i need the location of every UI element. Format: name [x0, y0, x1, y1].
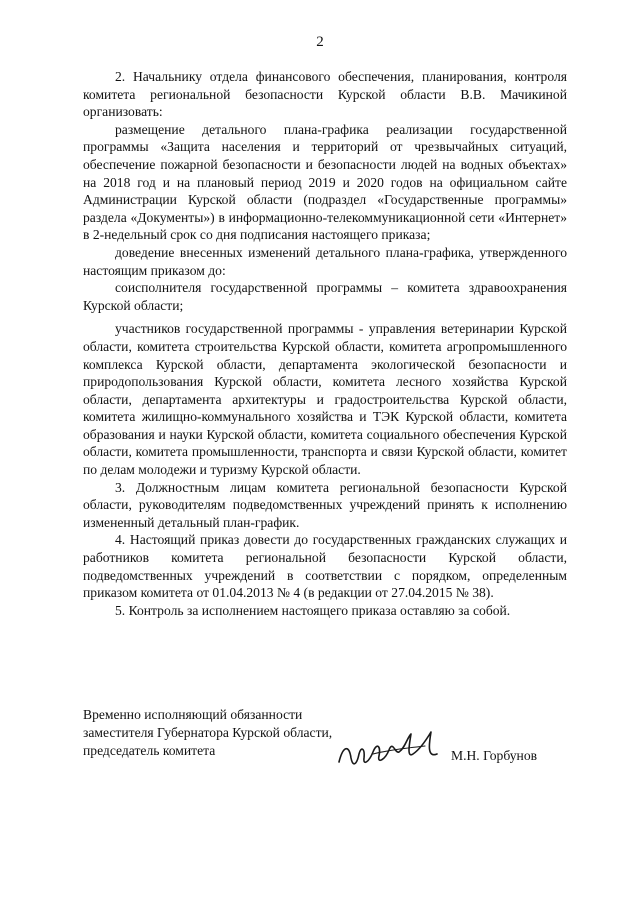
paragraph-publication: размещение детального плана-графика реализации государственной программы «Защита населения и территорий от чрезвычайных ситуаций, обеспечение пожарной безопасности и безопасности людей на водных объектах» на 2018 год и на плановый период 2019 и 2020 годов на официальном сайте Администрации Курской области (подраздел «Государственные программы» раздела «Документы») в информационно-телекоммуникационной сети «Интернет» в 2-недельный срок со дня подписания настоящего приказа; [83, 121, 567, 243]
order-body [83, 68, 567, 619]
paragraph-4: 4. Настоящий приказ довести до государственных гражданских служащих и работников комитета региональной безопасности Курской области, подведомственных учреждений в соответствии с порядком, определенным приказом комитета от 01.04.2013 № 4 (в редакции от 27.04.2015 № 38). [83, 532, 567, 601]
signer-title-line-1: Временно исполняющий обязанности [83, 707, 303, 722]
paragraph-3: 3. Должностным лицам комитета региональной безопасности Курской области, руководителям подведомственных учреждений принять к исполнению измененный детальный план-график. [83, 479, 567, 530]
paragraph-coexecutor: соисполнителя государственной программы – комитета здравоохранения Курской области; [83, 280, 567, 313]
paragraph-5: 5. Контроль за исполнением настоящего приказа оставляю за собой. [115, 602, 511, 618]
signer-title-line-2: заместителя Губернатора Курской области, [83, 724, 333, 740]
page-number: 2 [316, 34, 324, 50]
paragraph-distribution: доведение внесенных изменений детального плана-графика, утвержденного настоящим приказом до: [83, 244, 567, 278]
handwritten-signature [333, 724, 445, 772]
paragraph-participants: участников государственной программы - управления ветеринарии Курской области, комитета строительства Курской области, комитета агропромышленного комплекса Курской области, департамента экологической безопасности и природопользования Курской области, комитета лесного хозяйства Курской области, департамента архитектуры и градостроительства Курской области, комитета жилищно-коммунального хозяйства и ТЭК Курской области, комитета образования и науки Курской области, комитета социального обеспечения Курской области, комитета промышленности, транспорта и связи Курской области, комитет по делам молодежи и туризму Курской области. [83, 321, 567, 478]
signer-name: М.Н. Горбунов [451, 748, 538, 763]
paragraph-2: 2. Начальнику отдела финансового обеспечения, планирования, контроля комитета региональной безопасности Курской области В.В. Мачикиной организовать: [83, 69, 567, 120]
signer-title-line-3: председатель комитета [83, 742, 216, 758]
signature-block [83, 706, 567, 763]
